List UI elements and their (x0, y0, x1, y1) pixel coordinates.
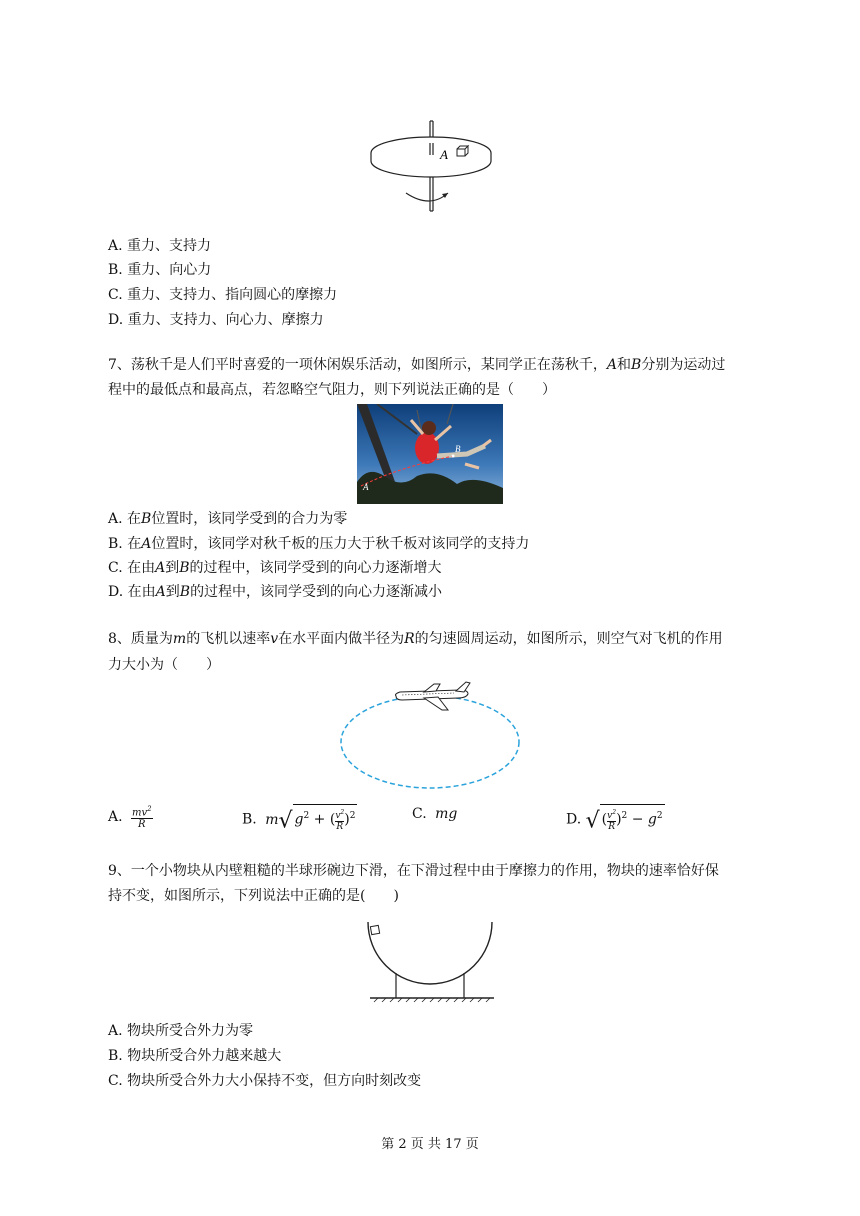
q7-stem-line1: 7、荡秋千是人们平时喜爱的一项休闲娱乐活动，如图所示，某同学正在荡秋千，A和B分别为运动过 (108, 357, 726, 373)
q9-stem-line1: 9、一个小物块从内壁粗糙的半球形碗边下滑，在下滑过程中由于摩擦力的作用，物块的速率恰好保 (108, 863, 719, 879)
swing-label-b: B (455, 444, 461, 454)
turntable-label-a: A (440, 147, 448, 162)
q6-option-a: A. 重力、支持力 (108, 238, 212, 254)
q8-option-d: D. √ ( $\frac{v^2}{R}$ )$^2 - g^2$ (566, 804, 665, 832)
q8-option-c: C. mg (412, 806, 458, 822)
q8-stem-line1: 8、质量为m的飞机以速率v在水平面内做半径为R的匀速圆周运动，如图所示，则空气对飞机的作用 (108, 631, 723, 647)
q7-option-a: A. 在B位置时，该同学受到的合力为零 (108, 511, 348, 527)
q7-option-d: D. 在由A到B的过程中，该同学受到的向心力逐渐减小 (108, 584, 443, 600)
hemisphere-bowl-figure (366, 918, 498, 1006)
q9-option-a: A. 物块所受合外力为零 (108, 1023, 254, 1039)
airplane-circle-figure (336, 676, 526, 794)
q9-stem-line2: 持不变，如图所示，下列说法中正确的是( ) (108, 888, 399, 904)
q6-option-c: C. 重力、支持力、指向圆心的摩擦力 (108, 287, 338, 303)
swing-label-a: A (363, 482, 369, 492)
swing-photo (357, 404, 503, 504)
q7-stem-line2: 程中的最低点和最高点，若忽略空气阻力，则下列说法正确的是（ ） (108, 382, 556, 398)
q9-option-c: C. 物块所受合外力大小保持不变，但方向时刻改变 (108, 1073, 422, 1089)
q8-option-a: A. $\frac{mv^2}{R}$ (108, 805, 152, 831)
q7-option-b: B. 在A位置时，该同学对秋千板的压力大于秋千板对该同学的支持力 (108, 536, 530, 552)
q8-option-b: B. m√ $g^2$ + ( $\frac{v^2}{R}$ )$^2$ (242, 804, 357, 832)
page-footer: 第 2 页 共 17 页 (381, 1137, 479, 1152)
q9-option-b: B. 物块所受合外力越来越大 (108, 1048, 282, 1064)
q7-option-c: C. 在由A到B的过程中，该同学受到的向心力逐渐增大 (108, 560, 442, 576)
q6-option-b: B. 重力、向心力 (108, 262, 212, 278)
turntable-figure (360, 115, 500, 217)
q8-stem-line2: 力大小为（ ） (108, 657, 220, 673)
q6-option-d: D. 重力、支持力、向心力、摩擦力 (108, 312, 324, 328)
